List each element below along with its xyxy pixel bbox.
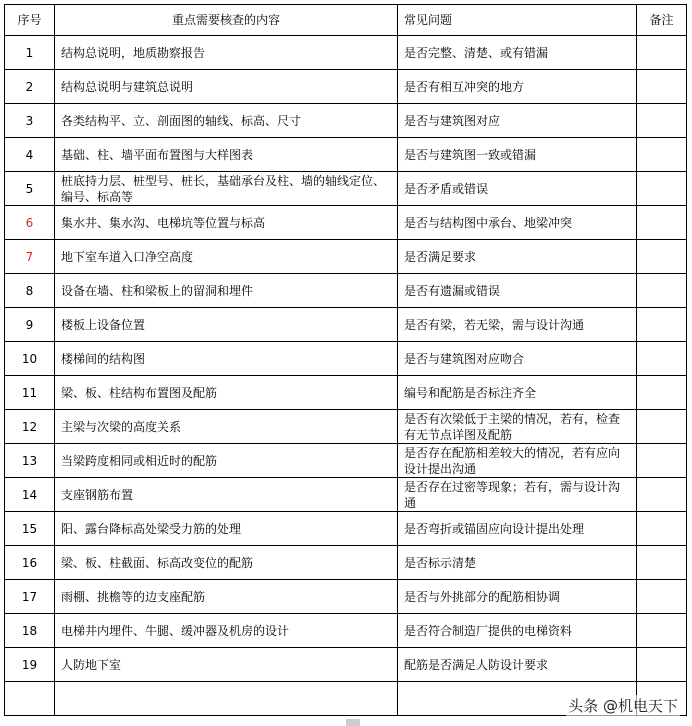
check-item: 各类结构平、立、剖面图的轴线、标高、尺寸 [55, 104, 398, 138]
watermark: 头条 @机电天下 [568, 697, 678, 715]
check-item: 桩底持力层、桩型号、桩长，基础承台及柱、墙的轴线定位、编号、标高等 [55, 172, 398, 206]
row-number: 3 [5, 104, 55, 138]
row-number: 14 [5, 478, 55, 512]
table-row [5, 104, 687, 138]
note-cell [637, 172, 687, 206]
row-number: 15 [5, 512, 55, 546]
check-item: 基础、柱、墙平面布置图与大样图表 [55, 138, 398, 172]
common-issue: 编号和配筋是否标注齐全 [398, 376, 637, 410]
common-issue: 配筋是否满足人防设计要求 [398, 648, 637, 682]
common-issue: 是否与外挑部分的配筋相协调 [398, 580, 637, 614]
note-cell [637, 342, 687, 376]
blank-cell [5, 682, 55, 716]
row-number: 13 [5, 444, 55, 478]
blank-cell [55, 682, 398, 716]
note-cell [637, 240, 687, 274]
table-row [5, 478, 687, 512]
note-cell [637, 580, 687, 614]
row-number: 8 [5, 274, 55, 308]
table-row [5, 308, 687, 342]
check-item: 主梁与次梁的高度关系 [55, 410, 398, 444]
table-row [5, 342, 687, 376]
row-number: 2 [5, 70, 55, 104]
table-row [5, 614, 687, 648]
check-item: 结构总说明与建筑总说明 [55, 70, 398, 104]
header-issue: 常见问题 [398, 5, 637, 36]
check-item: 梁、板、柱结构布置图及配筋 [55, 376, 398, 410]
table-row [5, 274, 687, 308]
table-row [5, 172, 687, 206]
check-item: 电梯井内埋件、牛腿、缓冲器及机房的设计 [55, 614, 398, 648]
common-issue: 是否完整、清楚、或有错漏 [398, 36, 637, 70]
check-item: 当梁跨度相同或相近时的配筋 [55, 444, 398, 478]
table-row [5, 36, 687, 70]
page-edge-mark [346, 719, 360, 726]
check-item: 梁、板、柱截面、标高改变位的配筋 [55, 546, 398, 580]
note-cell [637, 308, 687, 342]
table-row [5, 240, 687, 274]
note-cell [637, 104, 687, 138]
table-row [5, 580, 687, 614]
check-item: 楼梯间的结构图 [55, 342, 398, 376]
table-row [5, 376, 687, 410]
row-number: 19 [5, 648, 55, 682]
row-number: 7 [5, 240, 55, 274]
row-number: 5 [5, 172, 55, 206]
note-cell [637, 138, 687, 172]
header-item: 重点需要核查的内容 [55, 5, 398, 36]
check-item: 集水井、集水沟、电梯坑等位置与标高 [55, 206, 398, 240]
note-cell [637, 478, 687, 512]
table-row [5, 410, 687, 444]
common-issue: 是否符合制造厂提供的电梯资料 [398, 614, 637, 648]
header-no: 序号 [5, 5, 55, 36]
header-note: 备注 [637, 5, 687, 36]
check-item: 雨棚、挑檐等的边支座配筋 [55, 580, 398, 614]
row-number: 10 [5, 342, 55, 376]
note-cell [637, 36, 687, 70]
common-issue: 是否有梁，若无梁，需与设计沟通 [398, 308, 637, 342]
common-issue: 是否矛盾或错误 [398, 172, 637, 206]
row-number: 9 [5, 308, 55, 342]
check-item: 结构总说明，地质勘察报告 [55, 36, 398, 70]
inspection-table [4, 4, 687, 716]
row-number: 11 [5, 376, 55, 410]
table-row [5, 444, 687, 478]
table-body [5, 36, 687, 716]
row-number: 16 [5, 546, 55, 580]
note-cell [637, 274, 687, 308]
common-issue: 是否存在配筋相差较大的情况，若有应向设计提出沟通 [398, 444, 637, 478]
row-number: 1 [5, 36, 55, 70]
note-cell [637, 410, 687, 444]
common-issue: 是否与建筑图一致或错漏 [398, 138, 637, 172]
note-cell [637, 206, 687, 240]
note-cell [637, 614, 687, 648]
check-item: 阳、露台降标高处梁受力筋的处理 [55, 512, 398, 546]
check-item: 人防地下室 [55, 648, 398, 682]
row-number: 17 [5, 580, 55, 614]
common-issue: 是否与结构图中承台、地梁冲突 [398, 206, 637, 240]
check-item: 设备在墙、柱和梁板上的留洞和埋件 [55, 274, 398, 308]
note-cell [637, 376, 687, 410]
row-number: 12 [5, 410, 55, 444]
common-issue: 是否标示清楚 [398, 546, 637, 580]
note-cell [637, 70, 687, 104]
table-row [5, 70, 687, 104]
table-row [5, 206, 687, 240]
check-item: 楼板上设备位置 [55, 308, 398, 342]
note-cell [637, 444, 687, 478]
check-item: 地下室车道入口净空高度 [55, 240, 398, 274]
note-cell [637, 648, 687, 682]
table-row [5, 648, 687, 682]
row-number: 4 [5, 138, 55, 172]
common-issue: 是否有相互冲突的地方 [398, 70, 637, 104]
note-cell [637, 546, 687, 580]
table-row [5, 138, 687, 172]
note-cell [637, 512, 687, 546]
table-row [5, 512, 687, 546]
common-issue: 是否存在过密等现象；若有，需与设计沟通 [398, 478, 637, 512]
common-issue: 是否弯折或锚固应向设计提出处理 [398, 512, 637, 546]
row-number: 18 [5, 614, 55, 648]
row-number: 6 [5, 206, 55, 240]
table-header-row [5, 5, 687, 36]
table-row [5, 546, 687, 580]
check-item: 支座钢筋布置 [55, 478, 398, 512]
common-issue: 是否有遗漏或错误 [398, 274, 637, 308]
common-issue: 是否与建筑图对应 [398, 104, 637, 138]
common-issue: 是否与建筑图对应吻合 [398, 342, 637, 376]
common-issue: 是否满足要求 [398, 240, 637, 274]
common-issue: 是否有次梁低于主梁的情况，若有，检查有无节点详图及配筋 [398, 410, 637, 444]
